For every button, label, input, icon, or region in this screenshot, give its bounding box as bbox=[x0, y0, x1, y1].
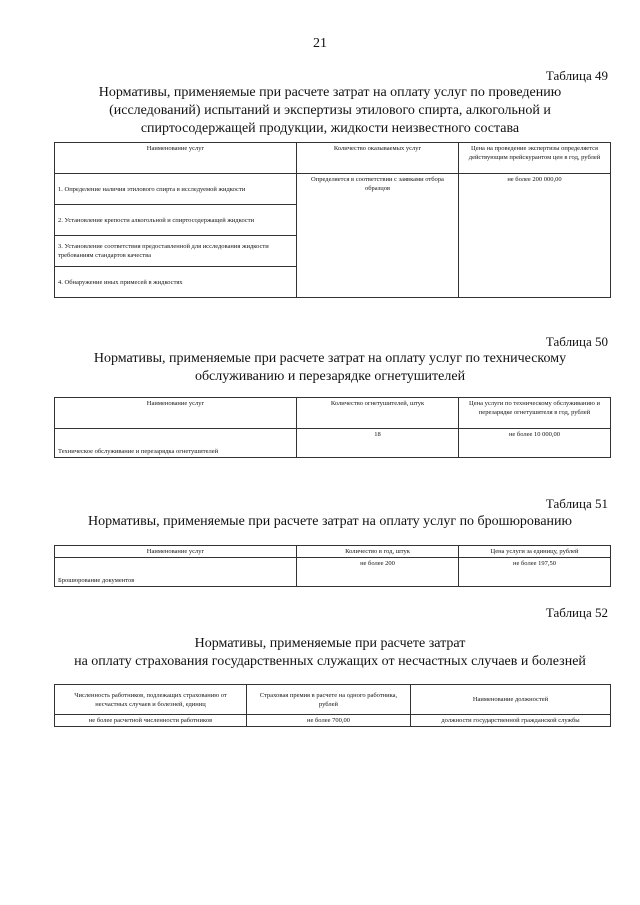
table-50-price: не более 10 000,00 bbox=[459, 429, 611, 458]
table-51-header-service: Наименование услуг bbox=[55, 546, 297, 558]
table-49-row-3: 3. Установление соответствия предоставленной для исследования жидкости требованиям стандартов качества bbox=[55, 236, 297, 267]
table-50 bbox=[54, 397, 611, 458]
table-51-title bbox=[40, 513, 620, 531]
table-49-header-price: Цена на проведение экспертизы определяется действующим прейскурантом цен в год, рублей bbox=[459, 143, 611, 174]
table-52-label: Таблица 52 bbox=[545, 605, 608, 620]
table-49-title bbox=[40, 84, 620, 138]
table-50-service: Техническое обслуживание и перезарядка огнетушителей bbox=[55, 429, 297, 458]
table-49-header-service: Наименование услуг bbox=[55, 143, 297, 174]
page-number: 21 bbox=[313, 36, 327, 51]
table-52-header-premium: Страховая премия в расчете на одного работника, рублей bbox=[247, 685, 411, 715]
table-51-service: Брошюрование документов bbox=[55, 558, 297, 587]
table-52-title-line-2: на оплату страхования государственных служащих от несчастных случаев и болезней bbox=[74, 654, 586, 669]
table-50-header-count: Количество огнетушителей, штук bbox=[297, 398, 459, 429]
table-49-title-line-3: спиртосодержащей продукции, жидкости неизвестного состава bbox=[140, 121, 520, 136]
table-49-price: не более 200 000,00 bbox=[459, 174, 611, 298]
table-52-title-line-1: Нормативы, применяемые при расчете затрат bbox=[194, 636, 466, 651]
table-51-count: не более 200 bbox=[297, 558, 459, 587]
table-49-title-line-2: (исследований) испытаний и экспертизы этилового спирта, алкогольной и bbox=[109, 103, 551, 118]
table-52-title bbox=[40, 635, 620, 671]
table-49-row-1: 1. Определение наличия этилового спирта в исследуемой жидкости bbox=[55, 174, 297, 205]
table-52-header-count: Численность работников, подлежащих страхованию от несчастных случаев и болезней, единиц bbox=[55, 685, 247, 715]
table-50-title-line-2: обслуживанию и перезарядке огнетушителей bbox=[194, 369, 466, 384]
table-51-label: Таблица 51 bbox=[545, 496, 608, 511]
table-50-title bbox=[40, 350, 620, 386]
table-49-row-2: 2. Установление крепости алкогольной и спиртосодержащей жидкости bbox=[55, 205, 297, 236]
table-50-header-service: Наименование услуг bbox=[55, 398, 297, 429]
table-52-count: не более расчетной численности работников bbox=[55, 715, 247, 727]
table-52-position: должности государственной гражданской службы bbox=[411, 715, 611, 727]
table-49 bbox=[54, 142, 611, 298]
table-51-title-line-1: Нормативы, применяемые при расчете затрат на оплату услуг по брошюрованию bbox=[87, 514, 573, 529]
table-50-title-line-1: Нормативы, применяемые при расчете затрат на оплату услуг по техническому bbox=[93, 351, 567, 366]
table-49-title-line-1: Нормативы, применяемые при расчете затрат на оплату услуг по проведению bbox=[98, 85, 562, 100]
table-52 bbox=[54, 684, 611, 727]
table-50-label: Таблица 50 bbox=[545, 334, 608, 349]
table-52-premium: не более 700,00 bbox=[247, 715, 411, 727]
table-49-label: Таблица 49 bbox=[545, 68, 608, 83]
table-50-header-price: Цена услуги по техническому обслуживанию и перезарядке огнетушителя в год, рублей bbox=[459, 398, 611, 429]
table-50-count: 18 bbox=[297, 429, 459, 458]
table-49-header-quantity: Количество оказываемых услуг bbox=[297, 143, 459, 174]
table-51-price: не более 197,50 bbox=[459, 558, 611, 587]
table-51-header-count: Количество в год, штук bbox=[297, 546, 459, 558]
table-51 bbox=[54, 545, 611, 587]
table-49-row-4: 4. Обнаружение иных примесей в жидкостях bbox=[55, 267, 297, 298]
table-49-quantity: Определяется в соответствии с заявками отбора образцов bbox=[297, 174, 459, 298]
table-51-header-price: Цена услуги за единицу, рублей bbox=[459, 546, 611, 558]
table-52-header-position: Наименование должностей bbox=[411, 685, 611, 715]
